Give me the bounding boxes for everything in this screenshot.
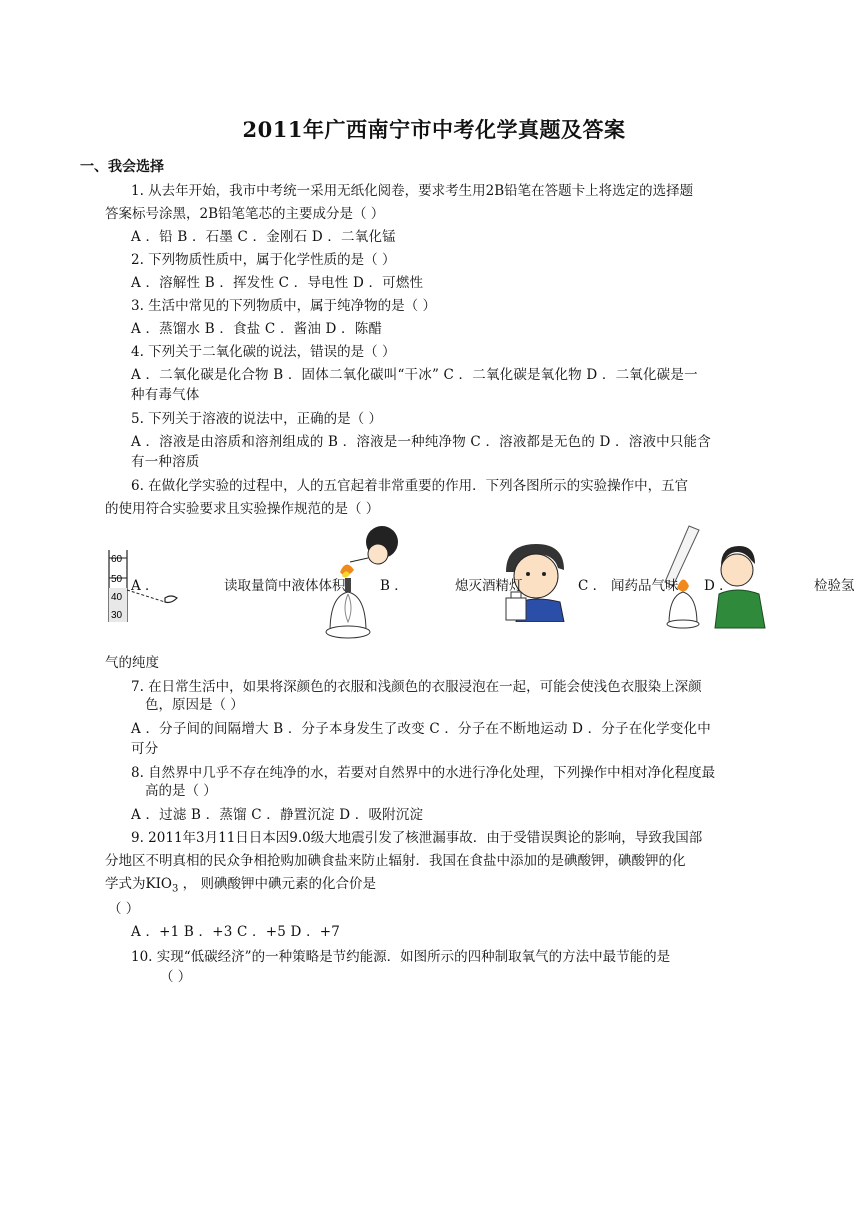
cylinder-mark: 30: [111, 610, 123, 621]
q5-options-line2: 有一种溶质: [131, 454, 200, 470]
q4-options-line1: A ．二氧化碳是化合物 B ．固体二氧化碳叫“干冰” C ．二氧化碳是氧化物 D ．二氧化碳是一: [131, 367, 698, 383]
q5-line1: 5. 下列关于溶液的说法中，正确的是（ ）: [131, 411, 382, 427]
q4-options-line2: 种有毒气体: [131, 387, 200, 403]
q6-option-c-label: C ．: [578, 578, 607, 594]
q1-options: A ．铅 B ．石墨 C ．金刚石 D ．二氧化锰: [131, 229, 396, 245]
q6-tail: 气的纯度: [105, 655, 159, 671]
q5-options-line1: A ．溶液是由溶质和溶剂组成的 B ．溶液是一种纯净物 C ．溶液都是无色的 D ．溶液中只能含: [131, 434, 711, 450]
q7-options-line1: A ．分子间的间隔增大 B ．分子本身发生了改变 C ．分子在不断地运动 D ．分子在化学变化中: [131, 721, 711, 737]
q9-line4: （ ）: [108, 901, 140, 917]
q9-line1: 9. 2011年3月11日日本因9.0级大地震引发了核泄漏事故．由于受错误舆论的影响，导致我国部: [131, 830, 703, 846]
q1-line1: 1. 从去年开始，我市中考统一采用无纸化阅卷，要求考生用2B铅笔在答题卡上将选定的选择题: [131, 183, 694, 199]
section-heading: 一、我会选择: [80, 159, 164, 175]
q7-line1: 7. 在日常生活中，如果将深颜色的衣服和浅颜色的衣服浸泡在一起，可能会使浅色衣服染上深颜: [131, 679, 702, 695]
q9-formula-subscript: 3: [172, 883, 179, 895]
q6-line2: 的使用符合实验要求且实验操作规范的是（ ）: [105, 501, 380, 517]
q7-line2: 色，原因是（ ）: [145, 697, 244, 713]
q8-line1: 8. 自然界中几乎不存在纯净的水，若要对自然界中的水进行净化处理，下列操作中相对净化程度最: [131, 765, 716, 781]
page-title: 2011年广西南宁市中考化学真题及答案: [242, 117, 626, 142]
q6-line1: 6. 在做化学实验的过程中，人的五官起着非常重要的作用．下列各图所示的实验操作中，五官: [131, 478, 689, 494]
cylinder-mark: 50: [111, 574, 123, 585]
q6-option-b-text: 熄灭酒精灯: [455, 578, 523, 594]
q3-line1: 3. 生活中常见的下列物质中，属于纯净物的是（ ）: [131, 298, 436, 314]
q6-option-d-text: 检验氢: [814, 578, 855, 594]
q3-options: A ．蒸馏水 B ．食盐 C ．酱油 D ．陈醋: [131, 321, 383, 337]
q6-option-a-label: A ．: [131, 578, 159, 594]
q10-line1: 10. 实现“低碳经济”的一种策略是节约能源．如图所示的四种制取氧气的方法中最节能的是: [131, 949, 671, 965]
q6-option-a-text: 读取量筒中液体体积: [224, 578, 346, 594]
q9-formula: 学式为KIO: [105, 876, 172, 892]
q9-line3-rest: ， 则碘酸钾中碘元素的化合价是: [178, 876, 376, 892]
q8-options: A ．过滤 B ．蒸馏 C ．静置沉淀 D ．吸附沉淀: [131, 807, 424, 823]
q2-options: A ．溶解性 B ．挥发性 C ．导电性 D ．可燃性: [131, 275, 424, 291]
q6-option-c-text: 闻药品气味: [611, 578, 679, 594]
cylinder-mark: 40: [111, 592, 123, 603]
q1-line2: 答案标号涂黑，2B铅笔笔芯的主要成分是（ ）: [105, 206, 385, 222]
q8-line2: 高的是（ ）: [145, 783, 217, 799]
q9-options: A ．+1 B ．+3 C ．+5 D ．+7: [131, 924, 341, 940]
q10-line2: （ ）: [160, 969, 192, 985]
q9-line2: 分地区不明真相的民众争相抢购加碘食盐来防止辐射．我国在食盐中添加的是碘酸钾，碘酸钾的化: [105, 853, 686, 869]
q6-option-d-label: D ．: [704, 578, 733, 594]
cylinder-mark: 60: [111, 554, 123, 565]
q6-option-b-label: B ．: [380, 578, 408, 594]
q7-options-line2: 可分: [131, 741, 159, 757]
q4-line1: 4. 下列关于二氧化碳的说法，错误的是（ ）: [131, 344, 396, 360]
q2-line1: 2. 下列物质性质中，属于化学性质的是（ ）: [131, 252, 396, 268]
q9-line3: [105, 875, 376, 899]
